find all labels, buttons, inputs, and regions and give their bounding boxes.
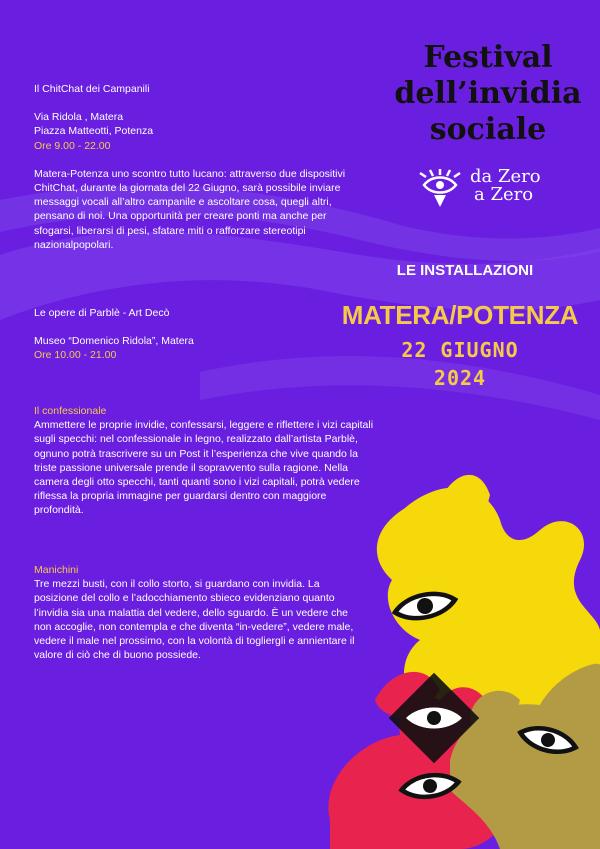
title-line-3: sociale [429, 112, 547, 147]
parble-hours: Ore 10.00 - 21.00 [34, 349, 117, 362]
event-date: 22 GIUGNO 2024 [401, 338, 519, 390]
confessionale-heading: Il confessionale [34, 405, 107, 417]
chitchat-hours: Ore 9.00 - 22.00 [34, 139, 111, 152]
chitchat-address-2: Piazza Matteotti, Potenza [34, 125, 154, 138]
parble-block [34, 306, 364, 363]
festival-title [388, 40, 588, 148]
title-line-2: dell’invidia [394, 76, 582, 111]
section-label: LE INSTALLAZIONI [396, 262, 534, 279]
manichini-text: Tre mezzi busti, con il collo storto, si guardano con invidia. La posizione del collo e l’adocchiamento sbieco evidenziano quanto l’invidia sia una malattia del vedere, dello sguardo. È un vedere che non accoglie, non contempla e che diventa “in-vedere”, vedere male, vedere il male nel prossimo, con la volontà di togliergli e annientare il valore di ciò che di buono possiede. [34, 578, 355, 662]
chitchat-block [34, 82, 364, 252]
chitchat-description: Matera-Potenza uno scontro tutto lucano: attraverso due dispositivi ChitChat, durante la giornata del 22 Giugno, sarà possibile inviare messaggi vocali all’altro campanile e ascoltare cosa, quegli altri, pensano di noi. Una opportunità per creare ponti ma anche per sfogarsi, liberarsi di pesi, sfatare miti o rafforzare stereotipi nazionalpopolari. [34, 167, 346, 251]
parble-address: Museo “Domenico Ridola”, Matera [34, 335, 194, 348]
parble-heading: Le opere di Parblè - Art Decò [34, 307, 170, 319]
confessionale-text: Ammettere le proprie invidie, confessarsi, leggere e riflettere i vizi capitali sugli specchi: nel confessionale in legno, realizzato dall’artista Parblè, ognuno potrà trascrivere su un Post it l’esperienza che vive quando la triste passione universale prende il sopravvento sulla ragione. Nella camera degli otto specchi, tanti quanti sono i vizi capitali, potrà vedere riflessa la propria immagine per guardarsi dentro con maggiore profondità. [34, 419, 374, 517]
confessionale-block [34, 404, 374, 518]
cities-heading: MATERA/POTENZA [341, 300, 579, 330]
chitchat-address-1: Via Ridola , Matera [34, 111, 124, 124]
logo-wordmark: da Zero a Zero [470, 166, 541, 205]
title-line-1: Festival [423, 40, 553, 75]
manichini-block [34, 563, 364, 662]
chitchat-heading: Il ChitChat dei Campanili [34, 83, 150, 95]
manichini-heading: Manichini [34, 564, 79, 576]
